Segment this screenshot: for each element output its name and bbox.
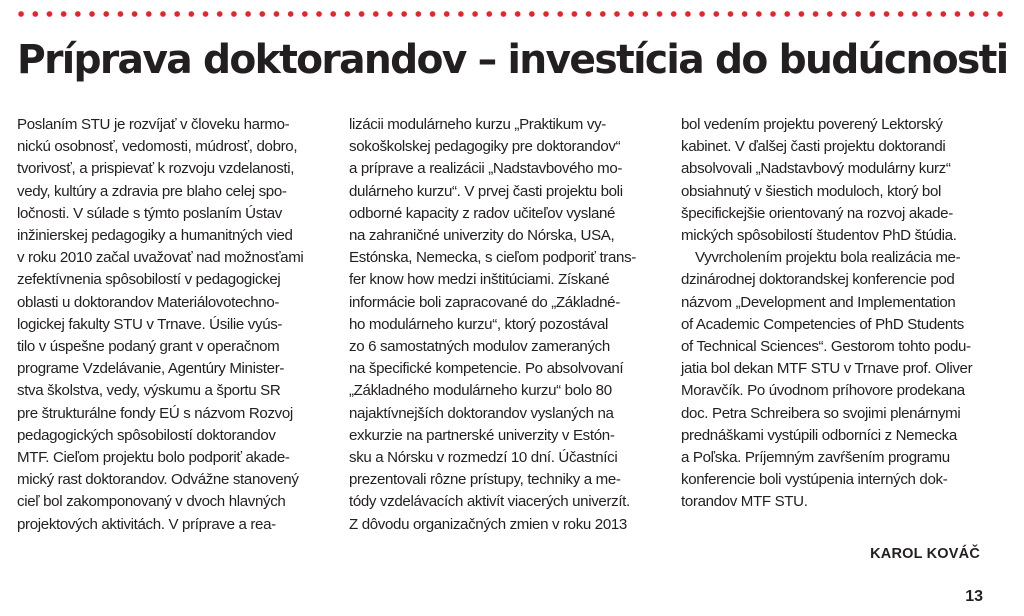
- text-line: na zahraničné univerzity do Nórska, USA,: [349, 227, 615, 245]
- text-column-3: [681, 114, 995, 514]
- article-title: Príprava doktorandov – investícia do budúcnosti: [17, 37, 1008, 83]
- text-line: lizácii modulárneho kurzu „Praktikum vy-: [349, 116, 606, 133]
- text-line: programe Vzdelávanie, Agentúry Minister-: [17, 360, 285, 378]
- text-line: mických spôsobilostí študentov PhD štúdia.: [681, 227, 957, 245]
- text-column-1: [17, 114, 331, 536]
- text-line: nickú osobnosť, vedomosti, múdrosť, dobro,: [17, 138, 298, 156]
- text-line: inžinierskej pedagogiky a humanitných vied: [17, 227, 293, 245]
- text-line: najaktívnejších doktorandov vyslaných na: [349, 404, 614, 422]
- text-line: pre štrukturálne fondy EÚ s názvom Rozvoj: [17, 404, 293, 422]
- text-line: tvorivosť, a prispievať k rozvoju vzdelanosti,: [17, 160, 295, 178]
- text-line: na špecifické kompetencie. Po absolvovaní: [349, 360, 624, 378]
- text-line: ho modulárneho kurzu“, ktorý pozostával: [349, 315, 609, 333]
- text-line: MTF. Cieľom projektu bolo podporiť akade-: [17, 449, 290, 467]
- text-line: zefektívnenia spôsobilostí v pedagogickej: [17, 271, 281, 289]
- text-line: informácie boli zapracované do „Základné-: [349, 293, 620, 311]
- text-line: tilo v úspešne podaný grant v operačnom: [17, 338, 280, 356]
- text-line: prednáškami vystúpili odborníci z Nemecka: [681, 426, 957, 444]
- text-line: doc. Petra Schreibera so svojimi plenárnymi: [681, 404, 961, 422]
- text-line: fer know how medzi inštitúciami. Získané: [349, 271, 610, 289]
- text-line: cieľ bol zakomponovaný v dvoch hlavných: [17, 493, 286, 511]
- text-line: prezentovali rôzne prístupy, techniky a me-: [349, 471, 621, 489]
- text-line: Estónska, Nemecka, s cieľom podporiť trans-: [349, 249, 636, 267]
- text-line: konferencie boli vystúpenia interných dok-: [681, 471, 948, 489]
- text-line: obsiahnutý v šiestich moduloch, ktorý bol: [681, 182, 941, 200]
- text-line: logickej fakulty STU v Trnave. Úsilie vyús-: [17, 315, 283, 333]
- text-line: absolvovali „Nadstavbový modulárny kurz“: [681, 160, 951, 178]
- page-number: 13: [965, 588, 983, 605]
- text-line: projektových aktivitách. V príprave a rea-: [17, 515, 276, 533]
- text-line: odborné kapacity z radov učiteľov vyslané: [349, 204, 616, 222]
- text-line: zo 6 samostatných modulov zameraných: [349, 338, 610, 356]
- text-line: mický rast doktorandov. Odvážne stanovený: [17, 471, 299, 489]
- text-line: tódy vzdelávacích aktivít viacerých univerzít.: [349, 493, 630, 511]
- text-line: vedy, kultúry a zdravia pre blaho celej spo-: [17, 182, 287, 200]
- dotted-divider: [14, 10, 1010, 18]
- text-line: dulárneho kurzu“. V prvej časti projektu boli: [349, 182, 623, 200]
- text-line: of Academic Competencies of PhD Students: [681, 315, 965, 333]
- text-column-2: [349, 114, 663, 536]
- text-line: exkurzie na partnerské univerzity v Estón-: [349, 426, 615, 444]
- text-line: pedagogických spôsobilostí doktorandov: [17, 426, 276, 444]
- text-line: špecifickejšie orientovaný na rozvoj akade-: [681, 204, 953, 222]
- text-line: torandov MTF STU.: [681, 493, 808, 511]
- text-line: sokoškolskej pedagogiky pre doktorandov“: [349, 138, 621, 156]
- text-line: oblasti u doktorandov Materiálovotechno-: [17, 293, 280, 311]
- text-line: „Základného modulárneho kurzu“ bolo 80: [349, 382, 612, 400]
- text-line: Z dôvodu organizačných zmien v roku 2013: [349, 515, 627, 533]
- text-line: stva školstva, vedy, výskumu a športu SR: [17, 382, 281, 400]
- text-line: v roku 2010 začal uvažovať nad možnosťami: [17, 249, 304, 267]
- text-line: názvom „Development and Implementation: [681, 293, 956, 311]
- text-line: Moravčík. Po úvodnom príhovore prodekana: [681, 382, 965, 400]
- text-line: Poslaním STU je rozvíjať v človeku harmo-: [17, 116, 290, 133]
- text-line: bol vedením projektu poverený Lektorský: [681, 116, 943, 133]
- text-line: of Technical Sciences“. Gestorom tohto podu-: [681, 338, 971, 356]
- text-line: jatia bol dekan MTF STU v Trnave prof. Oliver: [681, 360, 973, 378]
- text-line: Vyvrcholením projektu bola realizácia me-: [695, 249, 961, 267]
- text-line: dzinárodnej doktorandskej konferencie pod: [681, 271, 955, 289]
- text-line: a Poľska. Príjemným zavŕšením programu: [681, 449, 950, 467]
- text-line: kabinet. V ďalšej časti projektu doktorandi: [681, 138, 946, 156]
- text-line: a príprave a realizácii „Nadstavbového mo-: [349, 160, 623, 178]
- text-line: sku a Nórsku v rozmedzí 10 dní. Účastníci: [349, 449, 618, 467]
- article-author: KAROL KOVÁČ: [870, 546, 980, 562]
- text-line: ločnosti. V súlade s týmto poslaním Ústav: [17, 204, 283, 222]
